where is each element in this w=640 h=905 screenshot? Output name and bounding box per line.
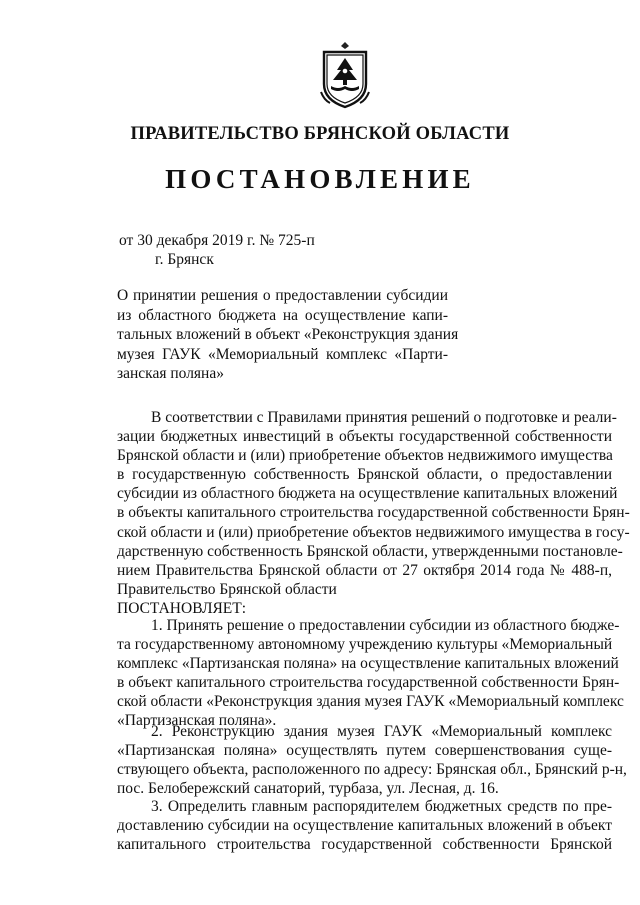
bryansk-coat-of-arms-icon [316,40,374,110]
body-line: 3. Определить главным распорядителем бюджетных средств по пре- [151,798,612,815]
body-line: «Партизанская поляна». [117,712,277,730]
document-city: г. Брянск [155,251,214,268]
subject-line: тальных вложений в объект «Реконструкция здания [117,326,459,343]
body-line: субсидии из областного бюджета на осуществление капитальных вложений [117,485,618,503]
body-line: дарственную собственность Брянской области, утвержденными постановле- [117,542,623,560]
document-type-title: ПОСТАНОВЛЕНИЕ [165,164,475,194]
body-line: зации бюджетных инвестиций в объекты государственной собственности [117,428,612,446]
item-3-paragraph [117,797,612,854]
body-line: ствующего объекта, расположенного по адресу: Брянская обл., Брянский р-н, [117,761,627,779]
body-line: та государственному автономному учреждению культуры «Мемориальный [117,636,613,654]
item-1-paragraph [117,616,624,731]
body-line: Правительство Брянской области [117,580,337,598]
body-line: доставлению субсидии на осуществление капитальных вложений в объект [117,817,612,835]
body-line: комплекс «Партизанская поляна» на осуществление капитальных вложений [117,655,619,673]
body-line: ской области и (или) приобретение объектов недвижимого имущества в госу- [117,523,630,541]
body-line: в государственную собственность Брянской области, о предоставлении [117,466,612,484]
body-line: 2. Реконструкцию здания музея ГАУК «Мемориальный комплекс [151,723,612,740]
item-2-paragraph [117,722,627,798]
body-line: в объект капитального строительства государственной собственности Брян- [117,674,620,692]
body-line: «Партизанская поляна» осуществлять путем совершенствования суще- [117,742,612,760]
body-line: Брянской области и (или) приобретение объектов недвижимого имущества [117,447,613,465]
resolves-heading: ПОСТАНОВЛЯЕТ: [117,599,247,617]
organization-title: ПРАВИТЕЛЬСТВО БРЯНСКОЙ ОБЛАСТИ [130,124,510,144]
body-line: В соответствии с Правилами принятия решений о подготовке и реали- [151,409,617,426]
body-line: в объекты капитального строительства государственной собственности Брян- [117,504,630,522]
document-date-number: от 30 декабря 2019 г. № 725-п [119,232,315,249]
document-subject [117,286,459,384]
subject-line: музея ГАУК «Мемориальный комплекс «Парти- [117,345,448,363]
body-line: нием Правительства Брянской области от 27 октября 2014 года № 488-п, [117,561,612,579]
body-line: пос. Белобережский санаторий, турбаза, ул. Лесная, д. 16. [117,780,499,798]
body-line: 1. Принять решение о предоставлении субсидии из областного бюдже- [151,617,620,634]
subject-line: из областного бюджета на осуществление капи- [117,306,448,324]
preamble-paragraph [117,408,630,618]
subject-line: О принятии решения о предоставлении субсидии [117,287,448,304]
subject-line: занская поляна» [117,365,224,382]
body-line: капитального строительства государственной собственности Брянской [117,836,612,854]
body-line: ской области «Реконструкция здания музея ГАУК «Мемориальный комплекс [117,693,624,711]
